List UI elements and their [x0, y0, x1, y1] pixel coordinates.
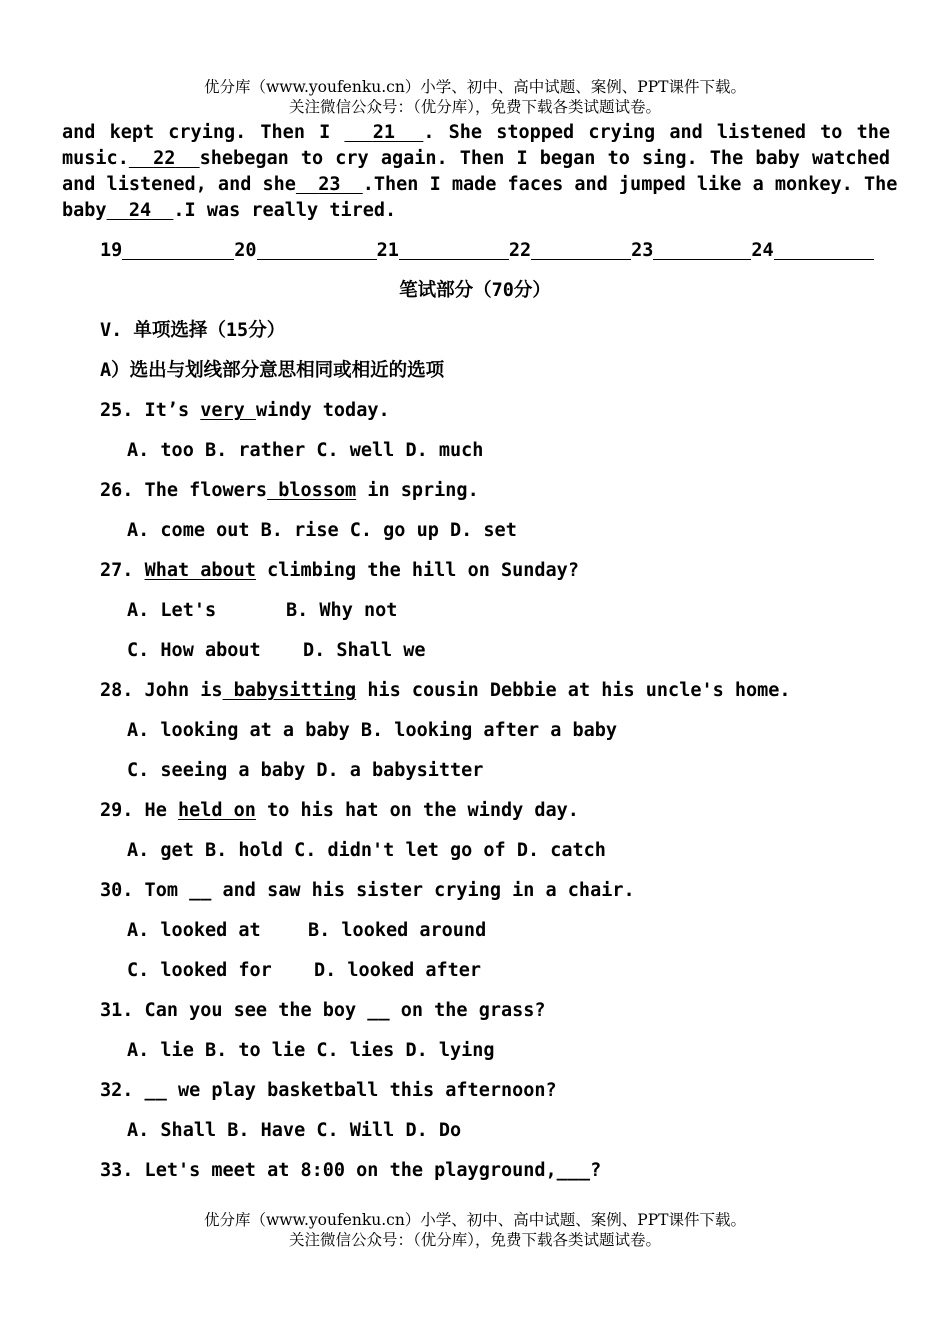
- answer-label-22: 22: [508, 240, 532, 261]
- blank-21: 21: [372, 122, 396, 143]
- answer-blank-22[interactable]: [531, 239, 631, 260]
- question-29: 29. He held on to his hat on the windy day.: [100, 800, 579, 821]
- option-d: D. looked after: [314, 960, 482, 981]
- answer-blank-24[interactable]: [774, 239, 874, 260]
- question-26: 26. The flowers blossom in spring.: [100, 480, 479, 501]
- option-b: B. Why not: [286, 600, 398, 621]
- question-31: 31. Can you see the boy __ on the grass?: [100, 1000, 546, 1021]
- option-c: C. looked for: [127, 960, 272, 981]
- question-32-options: A. Shall B. Have C. Will D. Do: [127, 1120, 462, 1141]
- page-header-line-2: 关注微信公众号：（优分库），免费下载各类试题试卷。: [288, 98, 661, 116]
- answer-label-21: 21: [376, 240, 399, 261]
- question-30-options-2: [127, 958, 950, 984]
- option-a: A. looked at: [127, 920, 261, 941]
- option-b: B. looked around: [308, 920, 487, 941]
- underlined-phrase: held on: [177, 800, 256, 821]
- option-a: A. Let's: [127, 600, 217, 621]
- question-25-options: A. too B. rather C. well D. much: [127, 440, 484, 461]
- answer-blank-21[interactable]: [399, 239, 509, 260]
- passage-line-3: [62, 172, 898, 198]
- part-a-heading: A）选出与划线部分意思相同或相近的选项: [100, 360, 445, 381]
- underlined-phrase: babysitting: [222, 680, 357, 701]
- question-33: 33. Let's meet at 8:00 on the playground,___?: [100, 1160, 602, 1181]
- question-26-options: A. come out B. rise C. go up D. set: [127, 520, 517, 541]
- passage-line-2: [62, 146, 890, 172]
- passage-text: and listened, and she: [62, 174, 296, 195]
- passage-text: .Then I made faces and jumped like a monkey. The: [362, 174, 898, 195]
- question-30: 30. Tom __ and saw his sister crying in a chair.: [100, 880, 635, 901]
- answer-label-20: 20: [234, 240, 257, 261]
- section-title: 笔试部分（70分）: [399, 280, 551, 301]
- underlined-phrase: very: [200, 400, 256, 421]
- question-28-options-2: C. seeing a baby D. a babysitter: [127, 760, 484, 781]
- question-30-options-1: [127, 918, 950, 944]
- page-footer-line-2: 关注微信公众号：（优分库），免费下载各类试题试卷。: [288, 1231, 661, 1249]
- blank-22: 22: [153, 148, 176, 169]
- passage-text: baby: [62, 200, 107, 221]
- answer-label-19: 19: [100, 240, 123, 261]
- question-31-options: A. lie B. to lie C. lies D. lying: [127, 1040, 495, 1061]
- passage-text: and kept crying. Then I: [62, 122, 345, 143]
- underlined-phrase: blossom: [267, 480, 357, 501]
- passage-text: .I was really tired.: [173, 200, 397, 221]
- passage-line-1: [62, 120, 890, 146]
- answer-label-24: 24: [751, 240, 774, 261]
- option-c: C. How about: [127, 640, 261, 661]
- page-header-line-1: 优分库（www.youfenku.cn）小学、初中、高中试题、案例、PPT课件下载。: [203, 78, 747, 96]
- answer-blank-20[interactable]: [257, 239, 377, 260]
- passage-text: shebegan to cry again. Then I began to sing. The baby watched: [199, 148, 890, 169]
- answer-blank-19[interactable]: [122, 239, 234, 260]
- question-27-options-1: [127, 598, 950, 624]
- underlined-phrase: What about: [144, 560, 256, 581]
- question-28: 28. John is babysitting his cousin Debbie at his uncle's home.: [100, 680, 791, 701]
- page-footer-line-1: 优分库（www.youfenku.cn）小学、初中、高中试题、案例、PPT课件下载。: [203, 1211, 747, 1229]
- blank-24: 24: [128, 200, 152, 221]
- question-27: 27. What about climbing the hill on Sunday?: [100, 560, 579, 581]
- answer-label-23: 23: [631, 240, 654, 261]
- blank-23: 23: [318, 174, 341, 195]
- question-29-options: A. get B. hold C. didn't let go of D. catch: [127, 840, 606, 861]
- question-27-options-2: [127, 638, 950, 664]
- passage-line-4: [62, 198, 890, 224]
- question-25: 25. It’s very windy today.: [100, 400, 390, 421]
- passage-text: music.: [62, 148, 129, 169]
- answer-line: [100, 238, 928, 264]
- question-28-options-1: A. looking at a baby B. looking after a baby: [127, 720, 618, 741]
- passage-text: . She stopped crying and listened to the: [423, 122, 891, 143]
- answer-blank-23[interactable]: [653, 239, 751, 260]
- question-32: 32. __ we play basketball this afternoon?: [100, 1080, 557, 1101]
- part-v-heading: V. 单项选择（15分）: [100, 320, 286, 341]
- option-d: D. Shall we: [303, 640, 426, 661]
